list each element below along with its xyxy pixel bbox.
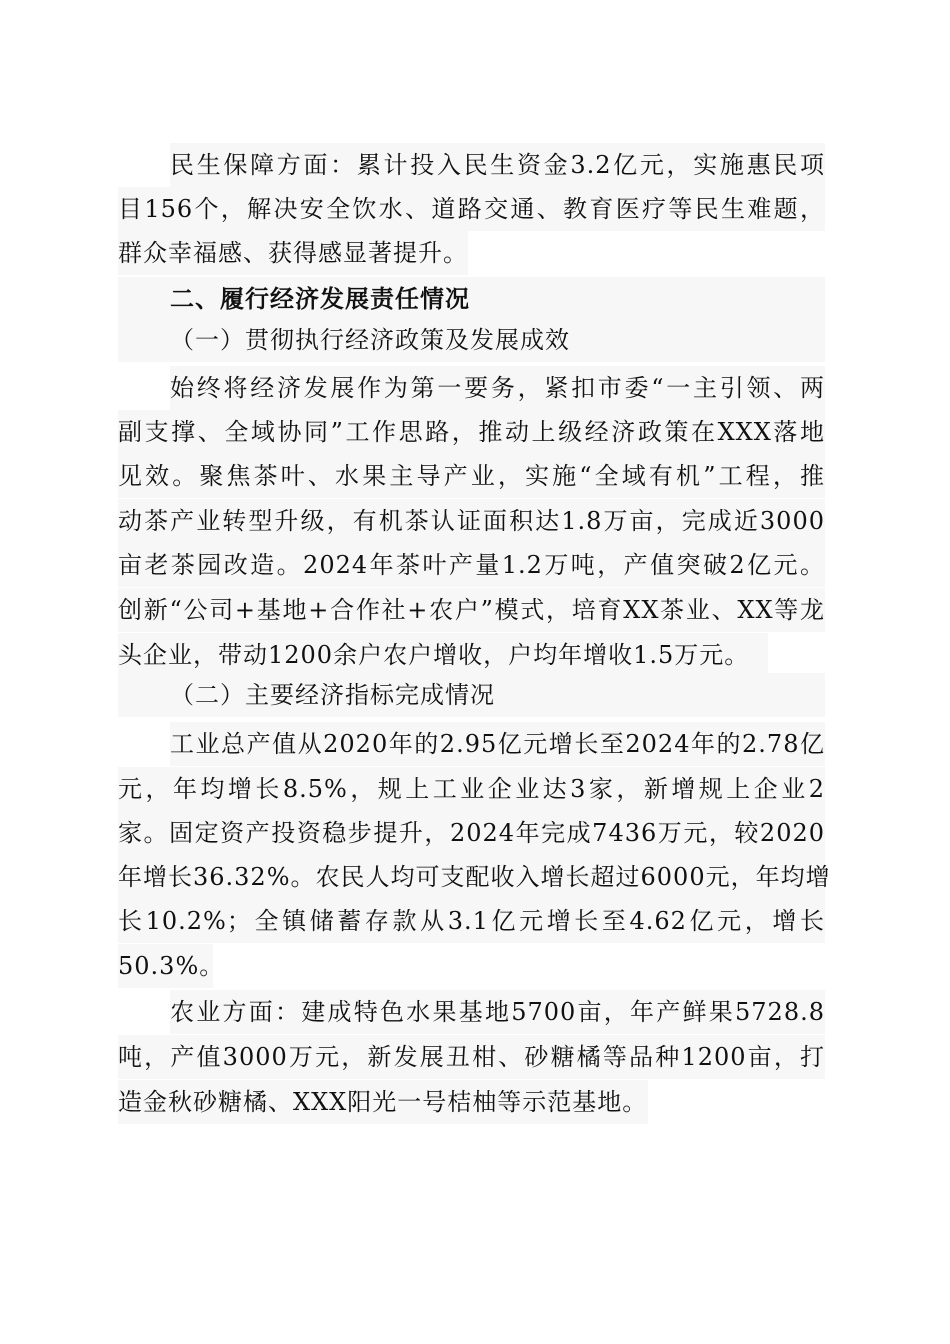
- indicators-paragraph-line-4: 年增长36.32%。农民人均可支配收入增长超过6000元，年均增: [118, 855, 825, 899]
- indicators-paragraph-line-6: 50.3%。: [118, 944, 213, 988]
- indicators-paragraph-line-5: 长10.2%；全镇储蓄存款从3.1亿元增长至4.62亿元，增长: [118, 899, 825, 943]
- policy-paragraph-line-5: 亩老茶园改造。2024年茶叶产量1.2万吨，产值突破2亿元。: [118, 543, 825, 587]
- policy-paragraph-line-2: 副支撑、全域协同”工作思路，推动上级经济政策在XXX落地: [118, 410, 825, 454]
- indicators-paragraph-line-1: 工业总产值从2020年的2.95亿元增长至2024年的2.78亿: [170, 722, 825, 766]
- subheading-policy: （一）贯彻执行经济政策及发展成效: [118, 318, 825, 362]
- agriculture-paragraph-line-2: 吨，产值3000万元，新发展丑柑、砂糖橘等品种1200亩，打: [118, 1035, 825, 1079]
- policy-paragraph-line-1: 始终将经济发展作为第一要务，紧扣市委“一主引领、两: [170, 366, 825, 410]
- livelihood-paragraph-line-3: 群众幸福感、获得感显著提升。: [118, 231, 468, 275]
- section-heading: 二、履行经济发展责任情况: [118, 277, 825, 321]
- livelihood-paragraph-line-2: 目156个，解决安全饮水、道路交通、教育医疗等民生难题，: [118, 187, 825, 231]
- policy-paragraph-line-6: 创新“公司+基地+合作社+农户”模式，培育XX茶业、XX等龙: [118, 588, 825, 632]
- agriculture-paragraph-line-3: 造金秋砂糖橘、XXX阳光一号桔柚等示范基地。: [118, 1080, 648, 1124]
- indicators-paragraph-line-3: 家。固定资产投资稳步提升，2024年完成7436万元，较2020: [118, 811, 825, 855]
- agriculture-paragraph-line-1: 农业方面：建成特色水果基地5700亩，年产鲜果5728.8: [170, 990, 825, 1034]
- policy-paragraph-line-4: 动茶产业转型升级，有机茶认证面积达1.8万亩，完成近3000: [118, 499, 825, 543]
- policy-paragraph-line-7: 头企业，带动1200余户农户增收，户均年增收1.5万元。: [118, 633, 768, 677]
- livelihood-paragraph-line-1: 民生保障方面：累计投入民生资金3.2亿元，实施惠民项: [170, 143, 825, 187]
- policy-paragraph-line-3: 见效。聚焦茶叶、水果主导产业，实施“全域有机”工程，推: [118, 454, 825, 498]
- subheading-indicators: （二）主要经济指标完成情况: [118, 673, 825, 717]
- indicators-paragraph-line-2: 元，年均增长8.5%，规上工业企业达3家，新增规上企业2: [118, 767, 825, 811]
